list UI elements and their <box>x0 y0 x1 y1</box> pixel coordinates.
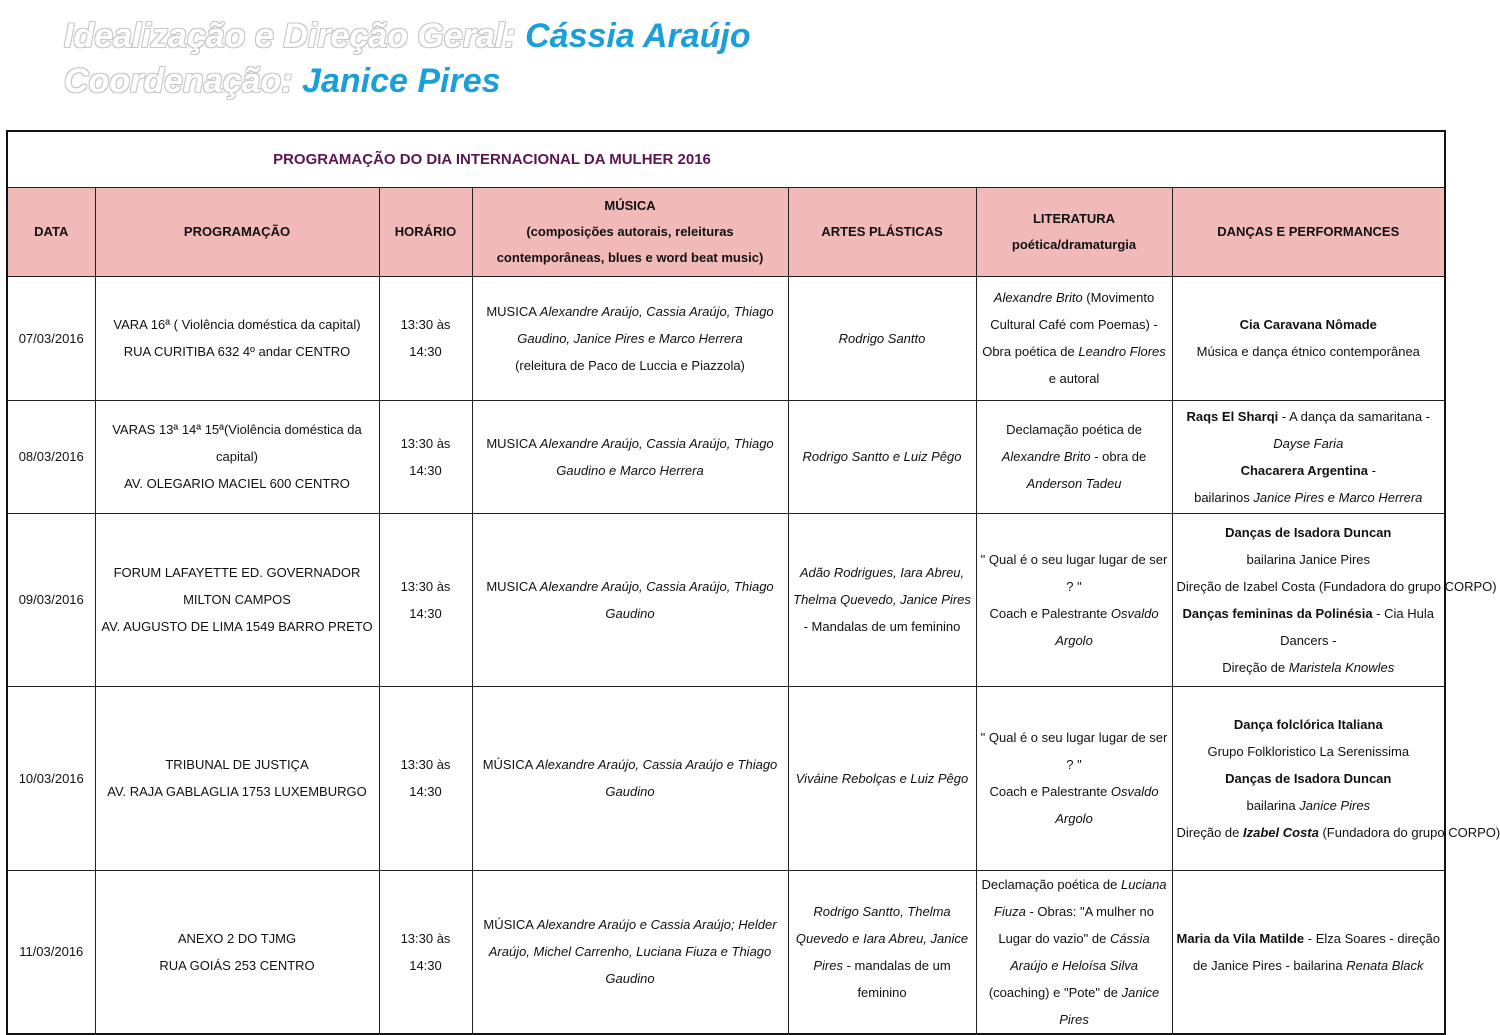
date-cell: 08/03/2016 <box>7 400 95 513</box>
venue-line: VARAS 13ª 14ª 15ª(Violência doméstica da capital) <box>112 422 362 464</box>
dance-desc: bailarina <box>1246 797 1300 813</box>
coordinator-name: Janice Pires <box>302 62 501 100</box>
header-row <box>7 187 1445 276</box>
music-cell <box>472 686 788 870</box>
literature-text: Coach e Palestrante <box>989 605 1111 621</box>
time-cell: 13:30 às 14:30 <box>379 400 472 513</box>
literature-author: Osvaldo Argolo <box>1055 784 1159 826</box>
venue-line: TRIBUNAL DE JUSTIÇA <box>165 757 309 772</box>
literature-text: (coaching) e "Pote" de <box>988 984 1122 1000</box>
literature-author: Janice Pires <box>1059 984 1160 1027</box>
dance-artist: Janice Pires <box>1299 797 1371 813</box>
music-label: MÚSICA <box>482 757 537 772</box>
art-work: - Mandalas de um feminino <box>803 619 961 634</box>
date-cell: 07/03/2016 <box>7 276 95 400</box>
venue-line: VARA 16ª ( Violência doméstica da capital) <box>113 317 361 332</box>
dance-cell <box>1172 276 1445 400</box>
music-cell <box>472 870 788 1034</box>
direction-label: Idealização e Direção Geral: <box>64 17 526 55</box>
literature-author: Anderson Tadeu <box>1026 476 1122 491</box>
col-header-musica-title: MÚSICA <box>604 197 656 213</box>
date-cell: 10/03/2016 <box>7 686 95 870</box>
music-artists: Alexandre Araújo, Cassia Araújo, Thiago Gaudino, Janice Pires e Marco Herrera <box>517 303 774 346</box>
col-header-literatura: LITERATURA poética/dramaturgia <box>976 187 1172 276</box>
literature-author: Cássia Araújo e Heloísa Silva <box>1010 930 1150 973</box>
venue-cell <box>95 400 379 513</box>
table-title: PROGRAMAÇÃO DO DIA INTERNACIONAL DA MULHER 2016 <box>7 131 976 187</box>
dance-desc: Música e dança étnico contemporânea <box>1196 344 1420 359</box>
header-line-coordination <box>64 61 501 101</box>
dance-group: Danças femininas da Polinésia <box>1182 605 1373 621</box>
dance-cell <box>1172 400 1445 513</box>
dance-desc: - Cia Hula Dancers - <box>1280 605 1434 648</box>
col-header-horario: HORÁRIO <box>379 187 472 276</box>
dance-desc: - Elza Soares - direção de Janice Pires - bailarina <box>1193 930 1440 973</box>
table-row <box>7 276 1445 400</box>
music-cell <box>472 276 788 400</box>
art-cell <box>788 870 976 1034</box>
table-row <box>7 870 1445 1034</box>
literature-text: e autoral <box>1048 371 1100 386</box>
music-label: MÚSICA <box>483 917 537 932</box>
literature-author: Osvaldo Argolo <box>1055 605 1159 648</box>
art-cell: Rodrigo Santto e Luiz Pêgo <box>788 400 976 513</box>
header-line-direction <box>64 16 751 56</box>
col-header-musica-sub: (composições autorais, releituras contemporâneas, blues e word beat music) <box>496 223 764 265</box>
time-cell: 13:30 às 14:30 <box>379 276 472 400</box>
venue-cell <box>95 513 379 686</box>
date-cell: 09/03/2016 <box>7 513 95 686</box>
col-header-artes: ARTES PLÁSTICAS <box>788 187 976 276</box>
col-header-data: DATA <box>7 187 95 276</box>
dance-group: Maria da Vila Matilde <box>1176 930 1305 946</box>
table-row <box>7 400 1445 513</box>
music-label: MUSICA <box>486 578 540 594</box>
dance-group: Danças de Isadora Duncan <box>1225 770 1392 786</box>
dance-desc: - A dança da samaritana - <box>1278 408 1431 424</box>
table-row <box>7 513 1445 686</box>
dance-cell <box>1172 513 1497 686</box>
col-header-programacao: PROGRAMAÇÃO <box>95 187 379 276</box>
dance-desc: - <box>1367 462 1376 478</box>
literature-text: (Movimento Cultural Café com Poemas) - Obra poética de <box>982 290 1158 359</box>
art-cell <box>788 513 976 686</box>
music-label: MUSICA <box>486 435 540 451</box>
literature-cell <box>976 400 1172 513</box>
venue-address: AV. OLEGARIO MACIEL 600 CENTRO <box>124 476 350 491</box>
venue-cell <box>95 276 379 400</box>
time-cell: 13:30 às 14:30 <box>379 686 472 870</box>
music-note: (releitura de Paco de Luccia e Piazzola) <box>515 357 745 373</box>
dance-cell <box>1172 870 1445 1034</box>
dance-artist: Izabel Costa <box>1243 824 1319 840</box>
date-cell: 11/03/2016 <box>7 870 95 1034</box>
title-row <box>7 131 1445 187</box>
literature-author: Luciana Fiuza <box>994 876 1167 919</box>
dance-desc: (Fundadora do grupo CORPO) <box>1318 824 1500 840</box>
time-cell: 13:30 às 14:30 <box>379 870 472 1034</box>
dance-artist: Renata Black <box>1346 957 1424 973</box>
literature-text: - obra de <box>1090 449 1147 464</box>
literature-author: Alexandre Brito <box>1001 449 1091 464</box>
table-row <box>7 686 1445 870</box>
venue-address: RUA GOIÁS 253 CENTRO <box>159 957 315 973</box>
music-label: MUSICA <box>486 303 540 319</box>
venue-cell <box>95 870 379 1034</box>
literature-title: " Qual é o seu lugar lugar de ser ? " <box>980 730 1168 772</box>
venue-address: AV. AUGUSTO DE LIMA 1549 BARRO PRETO <box>101 619 373 634</box>
dance-desc: bailarina Janice Pires <box>1246 551 1371 567</box>
dance-desc: Direção de <box>1222 659 1289 675</box>
literature-cell <box>976 513 1172 686</box>
literature-cell <box>976 870 1172 1034</box>
venue-line: ANEXO 2 DO TJMG <box>177 930 297 946</box>
dance-group: Raqs El Sharqi <box>1186 408 1279 424</box>
director-name: Cássia Araújo <box>525 17 751 55</box>
venue-address: AV. RAJA GABLAGLIA 1753 LUXEMBURGO <box>107 784 367 799</box>
literature-text: - Obras: "A mulher no Lugar do vazio" de <box>998 903 1154 946</box>
dance-group: Dança folclórica Italiana <box>1233 716 1383 732</box>
dance-artist: Maristela Knowles <box>1288 659 1395 675</box>
dance-desc: Direção de <box>1176 824 1243 840</box>
art-artists: Adão Rodrigues, Iara Abreu, Thelma Quevedo, Janice Pires <box>793 565 971 607</box>
venue-line: FORUM LAFAYETTE ED. GOVERNADOR MILTON CAMPOS <box>113 565 361 607</box>
dance-artist: Janice Pires e Marco Herrera <box>1253 489 1423 505</box>
music-artists: Alexandre Araújo e Cassia Araújo; Helder Araújo, Michel Carrenho, Luciana Fiuza e Thiago Gaudino <box>488 917 777 986</box>
schedule-table <box>6 130 1500 1035</box>
literature-text: Coach e Palestrante <box>989 784 1111 799</box>
col-header-musica <box>472 187 788 276</box>
venue-cell <box>95 686 379 870</box>
literature-text: Declamação poética de <box>1006 422 1142 437</box>
dance-desc: Direção de Izabel Costa (Fundadora do grupo CORPO) <box>1176 578 1497 594</box>
art-cell: Rodrigo Santto <box>788 276 976 400</box>
literature-title: " Qual é o seu lugar lugar de ser ? " <box>980 551 1168 594</box>
literature-cell <box>976 686 1172 870</box>
music-artists: Alexandre Araújo, Cassia Araújo e Thiago Gaudino <box>536 757 778 799</box>
music-artists: Alexandre Araújo, Cassia Araújo, Thiago Gaudino <box>539 578 774 621</box>
music-artists: Alexandre Araújo, Cassia Araújo, Thiago Gaudino e Marco Herrera <box>539 435 774 478</box>
dance-desc: Grupo Folkloristico La Serenissima <box>1207 743 1410 759</box>
dance-group: Danças de Isadora Duncan <box>1225 524 1392 540</box>
dance-desc: bailarinos <box>1194 489 1254 505</box>
col-header-dancas: DANÇAS E PERFORMANCES <box>1172 187 1445 276</box>
dance-cell <box>1172 686 1500 870</box>
dance-group: Cia Caravana Nômade <box>1239 317 1377 332</box>
literature-cell <box>976 276 1172 400</box>
music-cell <box>472 400 788 513</box>
literature-author: Alexandre Brito <box>993 290 1083 305</box>
literature-text: Declamação poética de <box>981 876 1121 892</box>
dance-artist: Dayse Faria <box>1273 435 1344 451</box>
venue-address: RUA CURITIBA 632 4º andar CENTRO <box>123 344 351 359</box>
art-work: - mandalas de um feminino <box>842 957 951 1000</box>
art-cell: Viváine Rebolças e Luiz Pêgo <box>788 686 976 870</box>
art-artists: Rodrigo Santto, Thelma Quevedo e Iara Abreu, Janice Pires <box>795 903 969 973</box>
literature-author: Leandro Flores <box>1078 344 1166 359</box>
coordination-label: Coordenação: <box>64 62 303 100</box>
music-cell <box>472 513 788 686</box>
time-cell: 13:30 às 14:30 <box>379 513 472 686</box>
dance-group: Chacarera Argentina <box>1240 462 1368 478</box>
